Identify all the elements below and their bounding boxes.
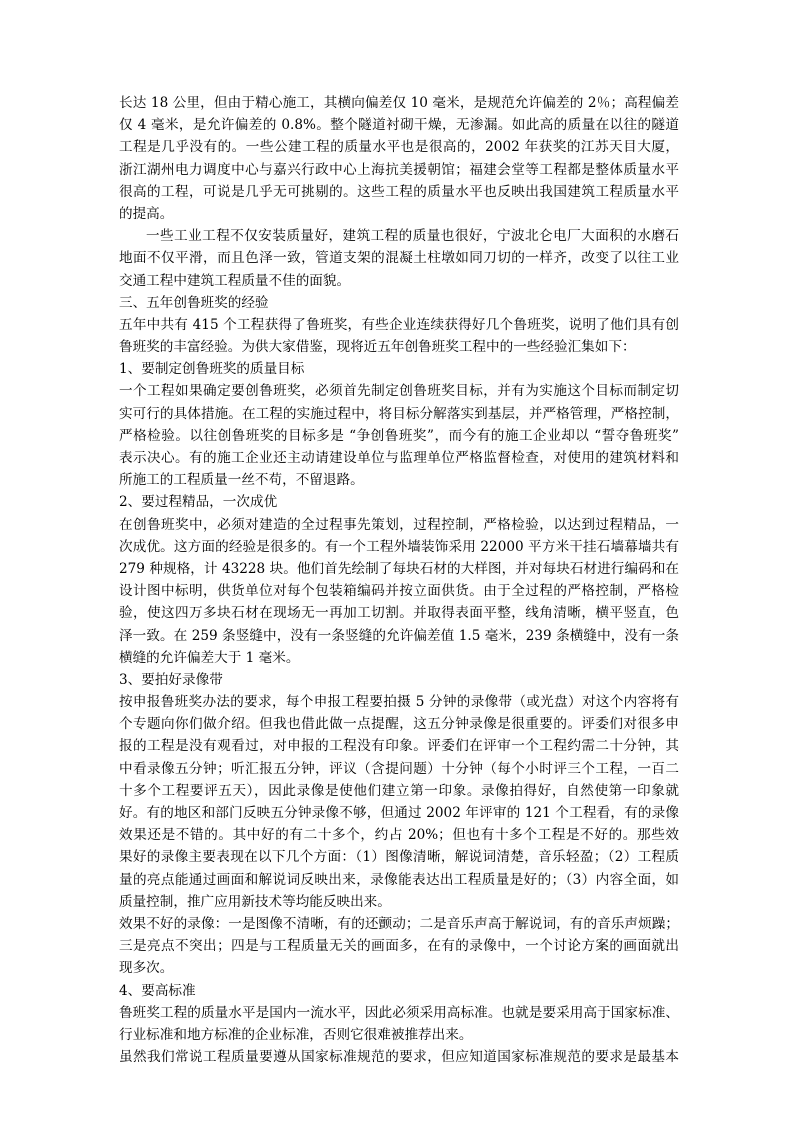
document-page: [119, 92, 679, 1068]
text-line: 的提高。: [119, 205, 174, 222]
text-line: 现多次。: [119, 960, 174, 977]
text-line: 泽一致。在 259 条竖缝中，没有一条竖缝的允许偏差值 1.5 毫米，239 条横缝中，没有一条: [119, 627, 679, 644]
text-line: 严格检验。以往创鲁班奖的目标多是 “争创鲁班奖”，而今有的施工企业却以 “誓夺鲁班奖”: [119, 427, 679, 444]
text-line: 地面不仅平滑，而且色泽一致，管道支架的混凝土柱墩如同刀切的一样齐，改变了以往工业: [119, 250, 679, 267]
text-line: 量的亮点能通过画面和解说词反映出来，录像能表达出工程质量是好的；（3）内容全面，如: [119, 871, 679, 888]
text-line: 报的工程是没有观看过，对申报的工程没有印象。评委们在评审一个工程约需二十分钟，其: [119, 738, 679, 755]
text-line: 2、要过程精品，一次成优: [119, 494, 278, 511]
text-line: 效果不好的录像：一是图像不清晰，有的还颤动；二是音乐声高于解说词，有的音乐声烦躁；: [119, 915, 679, 932]
text-line: 好。有的地区和部门反映五分钟录像不够，但通过 2002 年评审的 121 个工程看，有的录像: [119, 805, 679, 821]
text-line: 仅 4 毫米，是允许偏差的 0.8%。整个隧道衬砌干燥，无渗漏。如此高的质量在以往的隧道: [119, 117, 679, 134]
text-line: 浙江湖州电力调度中心与嘉兴行政中心上海抗美援朝馆；福建会堂等工程都是整体质量水平: [119, 161, 679, 178]
text-line: 交通工程中建筑工程质量不佳的面貌。: [119, 272, 351, 289]
text-line: 中看录像五分钟；听汇报五分钟，评议（含提问题）十分钟（每个小时评三个工程，一百二: [119, 760, 679, 777]
text-line: 行业标准和地方标准的企业标准，否则它很难被推荐出来。: [119, 1026, 473, 1043]
text-line: 4、要高标准: [119, 982, 196, 999]
text-line: 个专题向你们做介绍。但我也借此做一点提醒，这五分钟录像是很重要的。评委们对很多申: [119, 716, 679, 733]
text-line: 横缝的允许偏差大于 1 毫米。: [119, 649, 300, 666]
text-line: 长达 18 公里，但由于精心施工，其横向偏差仅 10 毫米，是规范允许偏差的 2％；高程偏差: [119, 95, 679, 111]
text-line: 3、要拍好录像带: [119, 671, 223, 688]
text-line: 设计图中标明，供货单位对每个包装箱编码并按立面供货。由于全过程的严格控制，严格检: [119, 583, 679, 600]
text-line: 验，使这四万多块石材在现场无一再加工切割。并取得表面平整，线角清晰，横平竖直，色: [119, 605, 679, 622]
text-line: 279 种规格，计 43228 块。他们首先绘制了每块石材的大样图，并对每块石材进行编码和在: [119, 560, 679, 577]
text-line: 五年中共有 415 个工程获得了鲁班奖，有些企业连续获得好几个鲁班奖，说明了他们具有创: [119, 316, 679, 333]
text-line: 效果还是不错的。其中好的有二十多个，约占 20%；但也有十多个工程是不好的。那些效: [119, 827, 679, 844]
text-line: 实可行的具体措施。在工程的实施过程中，将目标分解落实到基层，并严格管理，严格控制，: [119, 405, 679, 422]
text-line: 很高的工程，可说是几乎无可挑剔的。这些工程的质量水平也反映出我国建筑工程质量水平: [119, 183, 679, 200]
text-line: 十多个工程要评五天），因此录像是使他们建立第一印象。录像拍得好，自然使第一印象就: [119, 782, 679, 799]
text-line: 质量控制，推广应用新技术等均能反映出来。: [119, 893, 391, 910]
text-line: 虽然我们常说工程质量要遵从国家标准规范的要求，但应知道国家标准规范的要求是最基本: [119, 1049, 679, 1066]
text-line: 所施工的工程质量一丝不苟，不留退路。: [119, 472, 364, 489]
text-line: 鲁班奖的丰富经验。为供大家借鉴，现将近五年创鲁班奖工程中的一些经验汇集如下：: [119, 339, 636, 356]
text-line: 鲁班奖工程的质量水平是国内一流水平，因此必须采用高标准。也就是要采用高于国家标准、: [119, 1004, 679, 1021]
text-line: 在创鲁班奖中，必须对建造的全过程事先策划，过程控制，严格检验，以达到过程精品，一: [119, 516, 679, 533]
text-line: 工程是几乎没有的。一些公建工程的质量水平也是很高的，2002 年获奖的江苏天目大厦，: [119, 139, 679, 156]
text-line: 1、要制定创鲁班奖的质量目标: [119, 361, 305, 378]
text-line: 次成优。这方面的经验是很多的。有一个工程外墙装饰采用 22000 平方米干挂石墙幕墙共有: [119, 538, 679, 555]
text-line: 果好的录像主要表现在以下几个方面：（1）图像清晰，解说词清楚，音乐轻盈；（2）工程质: [119, 849, 679, 866]
text-line: 一些工业工程不仅安装质量好，建筑工程的质量也很好，宁波北仑电厂大面积的水磨石: [146, 228, 679, 245]
text-line: 三是亮点不突出；四是与工程质量无关的画面多，在有的录像中，一个讨论方案的画面就出: [119, 938, 679, 955]
text-line: 表示决心。有的施工企业还主动请建设单位与监理单位严格监督检查，对使用的建筑材料和: [119, 450, 679, 466]
text-line: 一个工程如果确定要创鲁班奖，必须首先制定创鲁班奖目标，并有为实施这个目标而制定切: [119, 383, 679, 400]
text-line: 按申报鲁班奖办法的要求，每个申报工程要拍摄 5 分钟的录像带（或光盘）对这个内容将有: [119, 694, 679, 711]
text-line: 三、五年创鲁班奖的经验: [119, 294, 269, 311]
